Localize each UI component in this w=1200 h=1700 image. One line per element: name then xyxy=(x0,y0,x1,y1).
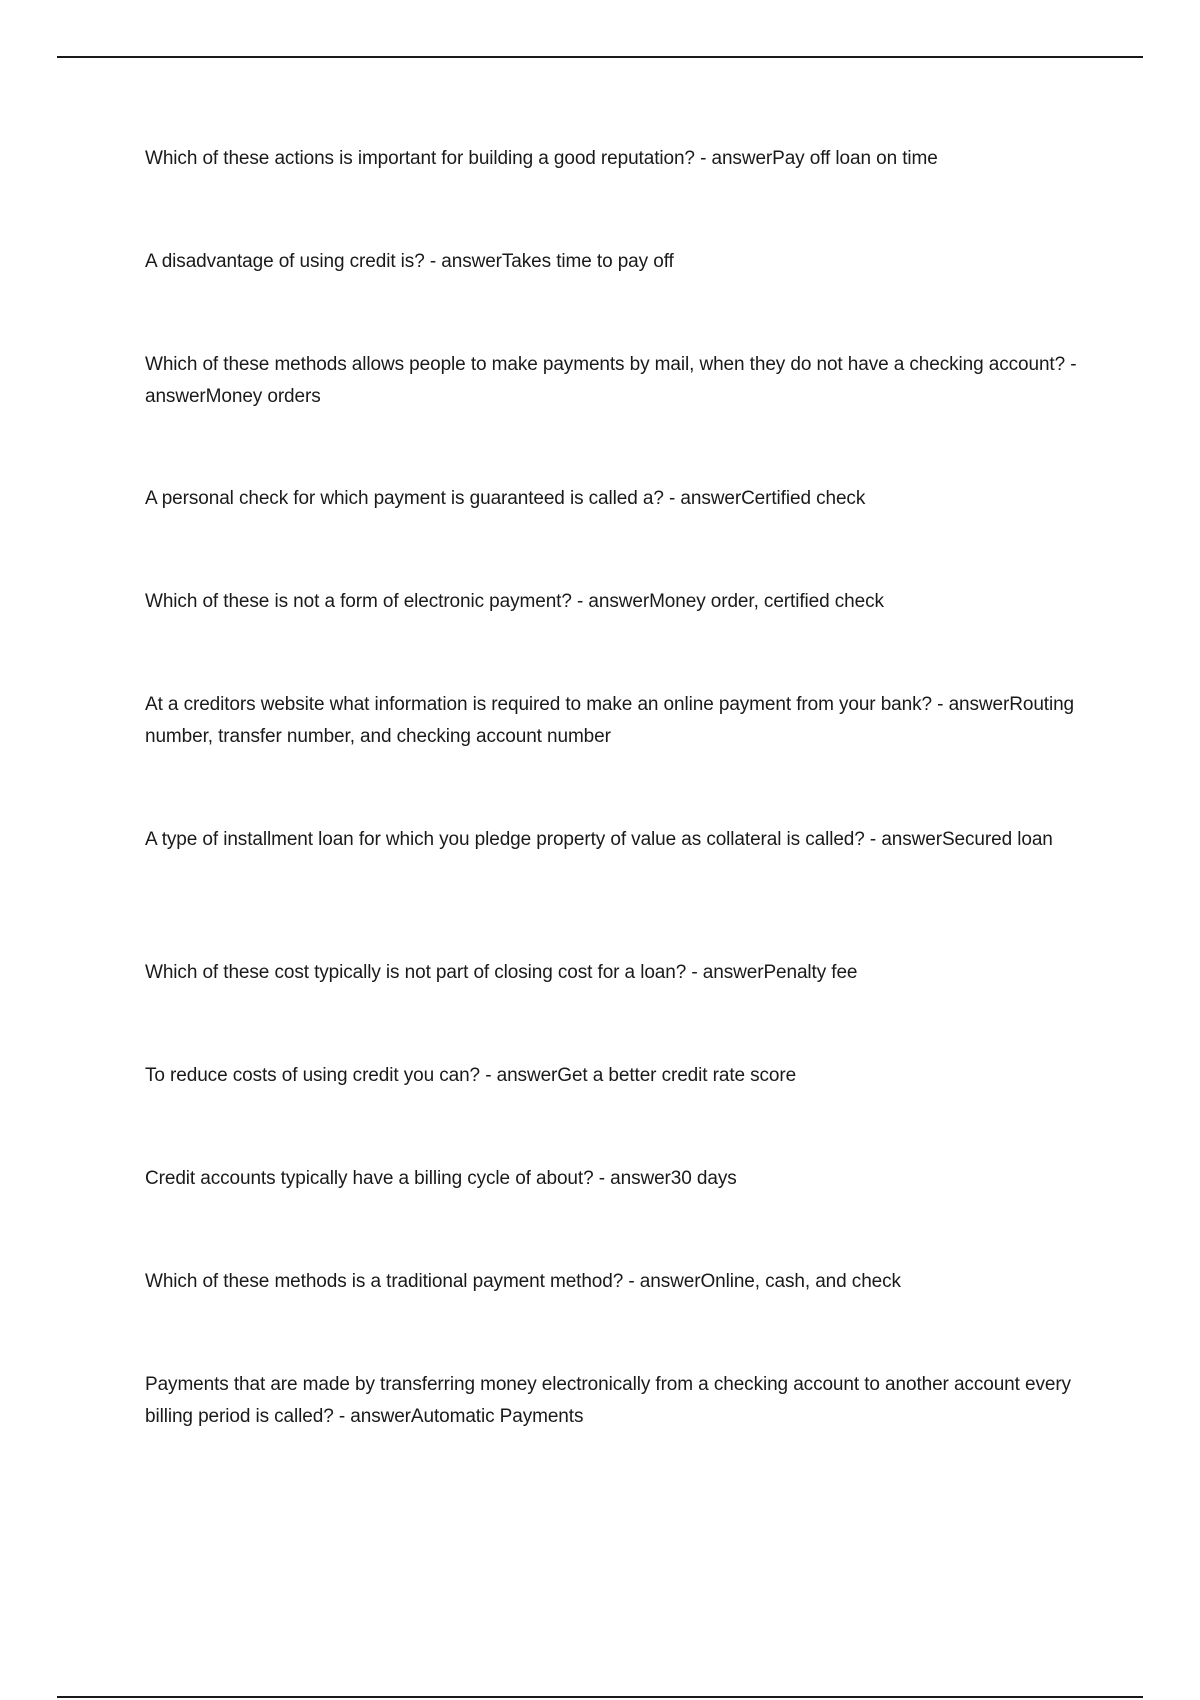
answer-separator: - answer xyxy=(623,1271,701,1292)
answer-text: Pay off loan on time xyxy=(772,148,938,169)
answer-text: Takes time to pay off xyxy=(501,251,674,272)
answer-separator: - answer xyxy=(694,148,773,169)
header-rule xyxy=(57,56,1143,58)
qa-item xyxy=(145,1369,1095,1433)
qa-item xyxy=(145,143,1095,175)
qa-item xyxy=(145,957,1095,989)
qa-item xyxy=(145,1060,1095,1092)
answer-separator: - answer xyxy=(932,694,1010,715)
question-text: Which of these methods allows people to make payments by mail, when they do not have a checking account? xyxy=(145,354,1066,375)
answer-text: 30 days xyxy=(670,1168,737,1189)
answer-text: Routing number, transfer number, and checking account number xyxy=(145,694,1075,747)
answer-text: Money order, certified check xyxy=(649,591,884,612)
answer-text: Automatic Payments xyxy=(410,1406,584,1427)
qa-item xyxy=(145,824,1095,856)
answer-text: Certified check xyxy=(741,488,866,509)
qa-item xyxy=(145,586,1095,618)
answer-text: Online, cash, and check xyxy=(700,1271,901,1292)
answer-separator: - answer xyxy=(686,962,764,983)
qa-item xyxy=(145,689,1095,753)
question-text: Which of these actions is important for building a good reputation? xyxy=(145,148,695,169)
answer-separator: - answer xyxy=(333,1406,411,1427)
question-text: Which of these methods is a traditional payment method? xyxy=(145,1271,624,1292)
answer-separator: - answer xyxy=(480,1065,558,1086)
question-text: Which of these cost typically is not part of closing cost for a loan? xyxy=(145,962,687,983)
question-text: A disadvantage of using credit is? xyxy=(145,251,425,272)
qa-item xyxy=(145,246,1095,278)
question-text: Which of these is not a form of electronic payment? xyxy=(145,591,572,612)
answer-separator: - answer xyxy=(571,591,650,612)
footer-rule xyxy=(57,1696,1143,1698)
question-text: A type of installment loan for which you pledge property of value as collateral is called? xyxy=(145,829,865,850)
qa-item xyxy=(145,1163,1095,1195)
question-text: A personal check for which payment is guaranteed is called a? xyxy=(145,488,664,509)
answer-separator: - answer xyxy=(145,354,1077,407)
answer-separator: - answer xyxy=(663,488,742,509)
answer-text: Money orders xyxy=(205,386,321,407)
question-text: Credit accounts typically have a billing cycle of about? xyxy=(145,1168,594,1189)
qa-item xyxy=(145,349,1095,413)
qa-item xyxy=(145,1266,1095,1298)
question-text: To reduce costs of using credit you can? xyxy=(145,1065,481,1086)
answer-separator: - answer xyxy=(864,829,942,850)
question-text: Payments that are made by transferring money electronically from a checking account to another account every billing period is called? xyxy=(145,1374,1071,1427)
answer-text: Secured loan xyxy=(941,829,1053,850)
answer-text: Get a better credit rate score xyxy=(557,1065,797,1086)
answer-text: Penalty fee xyxy=(763,962,858,983)
question-text: At a creditors website what information is required to make an online payment from your bank? xyxy=(145,694,932,715)
qa-item xyxy=(145,483,1095,515)
answer-separator: - answer xyxy=(424,251,502,272)
answer-separator: - answer xyxy=(593,1168,671,1189)
